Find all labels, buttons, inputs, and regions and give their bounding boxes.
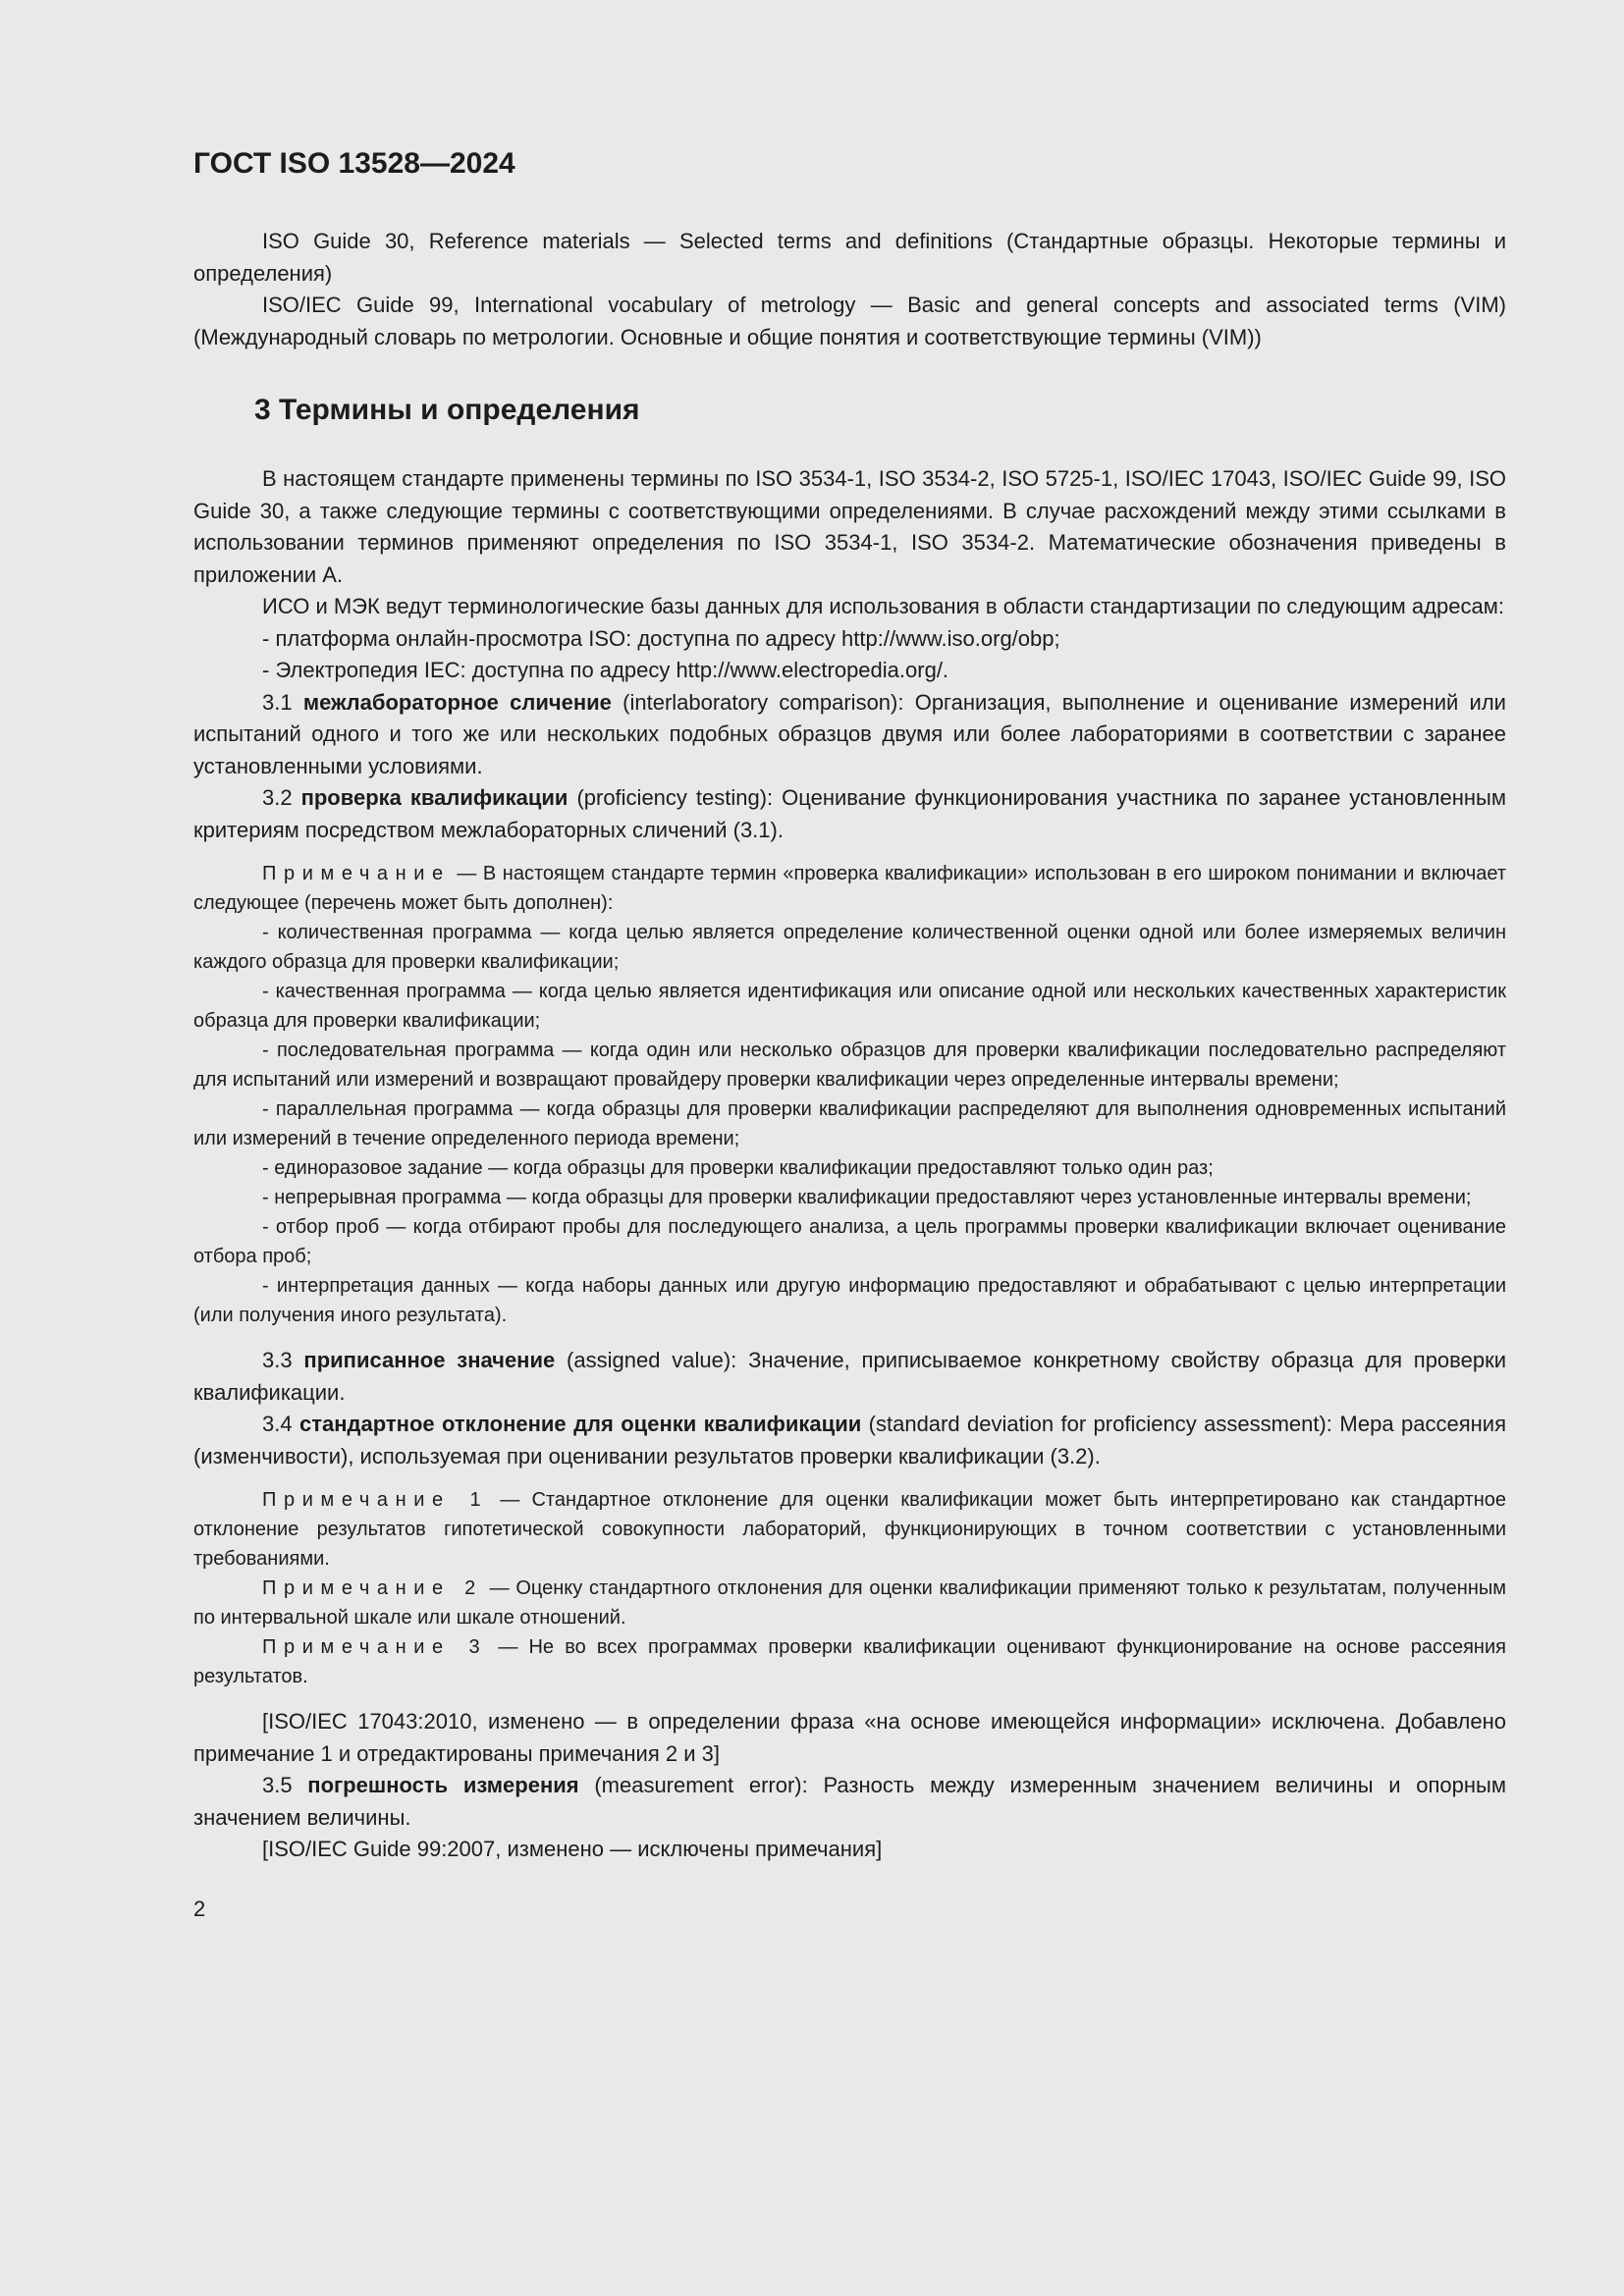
- definition-term: стандартное отклонение для оценки квалификации: [299, 1412, 862, 1436]
- source-attribution-3-4: [ISO/IEC 17043:2010, изменено — в определении фраза «на основе имеющейся информации» исключена. Добавлено примечание 1 и отредактированы примечания 2 и 3]: [193, 1709, 1506, 1766]
- note-body: — Оценку стандартного отклонения для оценки квалификации применяют только к результатам, полученным по интервальной шкале или шкале отношений.: [193, 1577, 1506, 1629]
- note-body: — Не во всех программах проверки квалификации оценивают функционирование на основе рассеяния результатов.: [193, 1636, 1506, 1687]
- source-attribution-3-5: [ISO/IEC Guide 99:2007, изменено — исключены примечания]: [262, 1837, 883, 1861]
- definition-body: (assigned value): Значение, приписываемое конкретному свойству образца для проверки квалификации.: [193, 1348, 1506, 1405]
- note-list-item: - последовательная программа — когда один или несколько образцов для проверки квалификации последовательно распределяют для испытаний или измерений и возвращают провайдеру проверки квалификации через определенные интервалы времени;: [193, 1040, 1506, 1091]
- definition-term: проверка квалификации: [300, 785, 568, 810]
- definition-body: (measurement error): Разность между измеренным значением величины и опорным значением величины.: [193, 1773, 1506, 1830]
- note-paragraph: [193, 1632, 1506, 1691]
- note-list-item: - параллельная программа — когда образцы для проверки квалификации распределяют для выполнения одновременных испытаний или измерений в течение определенного периода времени;: [193, 1098, 1506, 1149]
- definition-number: 3.2: [262, 785, 293, 810]
- definition-number: 3.4: [262, 1412, 293, 1436]
- definition-body: (standard deviation for proficiency assessment): Мера рассеяния (изменчивости), используемая при оценивании результатов проверки квалификации (3.2).: [193, 1412, 1506, 1468]
- note-list-item: - качественная программа — когда целью является идентификация или описание одной или нескольких качественных характеристик образца для проверки квалификации;: [193, 981, 1506, 1032]
- reference-paragraph: ISO/IEC Guide 99, International vocabulary of metrology — Basic and general concepts and associated terms (VIM) (Международный словарь по метрологии. Основные и общие понятия и соответствующие термины (VIM)): [193, 293, 1506, 349]
- definition-term: межлабораторное сличение: [302, 689, 612, 715]
- note-list-item: - единоразовое задание — когда образцы для проверки квалификации предоставляют только один раз;: [262, 1157, 1214, 1179]
- note-block-3-4: [193, 1485, 1506, 1691]
- definition-3-2: [193, 782, 1506, 846]
- definition-3-4: [193, 1409, 1506, 1472]
- page-content: [193, 147, 1506, 1925]
- note-body: — Стандартное отклонение для оценки квалификации может быть интерпретировано как стандартное отклонение результатов гипотетической совокупности лабораторий, функционирующих в точном соответствии с установленными требованиями.: [193, 1489, 1506, 1570]
- note-list-item: - непрерывная программа — когда образцы для проверки квалификации предоставляют через установленные интервалы времени;: [262, 1187, 1472, 1208]
- databases-intro-paragraph: ИСО и МЭК ведут терминологические базы данных для использования в области стандартизации по следующим адресам:: [262, 594, 1504, 618]
- note-label: Примечание: [262, 863, 451, 884]
- definition-number: 3.5: [262, 1773, 293, 1797]
- definition-number: 3.1: [262, 689, 293, 715]
- note-body: — В настоящем стандарте термин «проверка квалификации» использован в его широком понимании и включает следующее (перечень может быть дополнен):: [193, 863, 1507, 914]
- document-code-header: ГОСТ ISO 13528—2024: [193, 147, 515, 180]
- note-label: Примечание 2: [262, 1577, 483, 1599]
- note-paragraph: [193, 1485, 1506, 1574]
- definition-3-1: [193, 687, 1506, 783]
- section-3-intro-paragraph: В настоящем стандарте применены термины по ISO 3534-1, ISO 3534-2, ISO 5725-1, ISO/IEC 17043, ISO/IEC Guide 99, ISO Guide 30, а также следующие термины с соответствующими определениями. В случае расхождений между этими ссылками в использовании терминов применяют определения по ISO 3534-1, ISO 3534-2. Математические обозначения приведены в приложении А.: [193, 466, 1506, 587]
- page-number: 2: [193, 1896, 206, 1921]
- note-list-item: - количественная программа — когда целью является определение количественной оценки одной или более измеряемых величин каждого образца для проверки квалификации;: [193, 922, 1506, 973]
- definition-body: (proficiency testing): Оценивание функционирования участника по заранее установленным критериям посредством межлабораторных сличений (3.1).: [193, 785, 1506, 842]
- reference-paragraph: ISO Guide 30, Reference materials — Selected terms and definitions (Стандартные образцы. Некоторые термины и определения): [193, 229, 1506, 286]
- note-paragraph: [193, 1574, 1506, 1632]
- definition-3-5: [193, 1770, 1506, 1834]
- note-paragraph: [193, 859, 1506, 918]
- definition-body: (interlaboratory comparison): Организация, выполнение и оценивание измерений или испытаний одного и того же или нескольких подобных образцов двумя или более лабораториями в соответствии с заранее установленными условиями.: [193, 689, 1506, 778]
- definition-number: 3.3: [262, 1348, 293, 1372]
- definition-term: приписанное значение: [303, 1348, 556, 1372]
- note-list-item: - интерпретация данных — когда наборы данных или другую информацию предоставляют и обрабатывают с целью интерпретации (или получения иного результата).: [193, 1275, 1506, 1326]
- note-block-3-2: [193, 859, 1506, 1330]
- database-link-iec: - Электропедия IEC: доступна по адресу http://www.electropedia.org/.: [262, 658, 949, 682]
- section-3-heading: 3 Термины и определения: [254, 394, 640, 426]
- database-link-iso: - платформа онлайн-просмотра ISO: доступна по адресу http://www.iso.org/obp;: [262, 625, 1060, 651]
- note-label: Примечание 3: [262, 1636, 488, 1658]
- definition-term: погрешность измерения: [307, 1773, 579, 1797]
- note-list-item: - отбор проб — когда отбирают пробы для последующего анализа, а цель программы проверки квалификации включает оценивание отбора проб;: [193, 1216, 1506, 1267]
- note-label: Примечание 1: [262, 1489, 489, 1511]
- definition-3-3: [193, 1345, 1506, 1409]
